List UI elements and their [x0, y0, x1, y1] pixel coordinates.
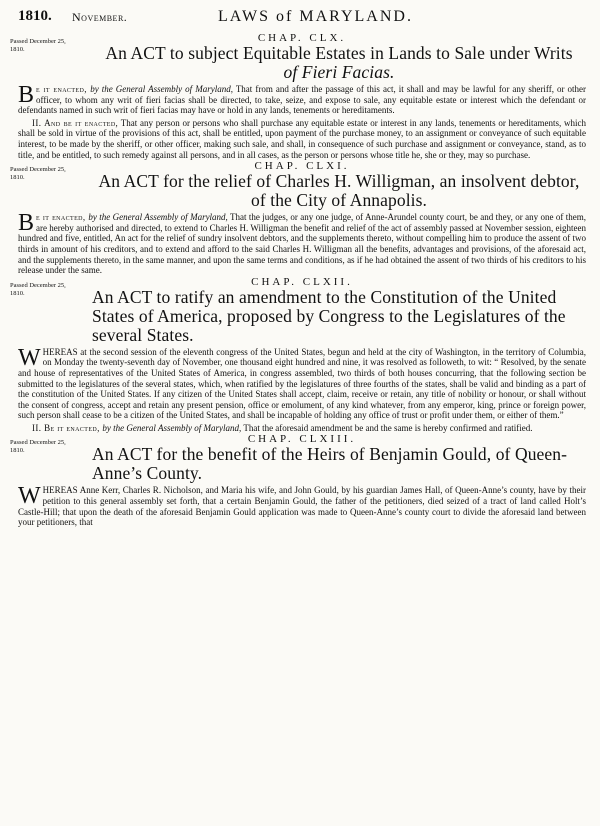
act-chap-162 — [10, 275, 586, 434]
paragraph-body: HEREAS Anne Kerr, Charles R. Nicholson, and Maria his wife, and John Gould, by his guardian James Hall, of Queen-Anne’s county, have by their petition to this general assembly set forth, that a certain Benjamin Gould, the father of the petitioners, died seized of a tract of land called Holt’s Castle-Hill; that upon the death of the aforesaid Benjamin Gould application was made to Queen-Anne’s county court to divide the aforesaid land between your petitioners, that — [18, 485, 586, 528]
chapter-heading: CHAP. CLX. — [257, 32, 347, 44]
paragraph-body: That the aforesaid amendment be and the same is hereby confirmed and ratified. — [241, 422, 533, 433]
header-title: LAWS of MARYLAND. — [218, 8, 413, 25]
header-year: 1810. — [18, 8, 52, 24]
act-title-italic: of Fieri Facias. — [283, 62, 395, 82]
act-title: An ACT to ratify an amendment to the Constitution of the United States of America, proposed by Congress to the Legislatures of the several States. — [92, 286, 566, 345]
drop-cap: W — [18, 344, 41, 371]
act-chap-161 — [10, 160, 586, 276]
enacting-authority: by the General Assembly of Maryland, — [90, 84, 233, 94]
margin-note: Passed December 25, 1810. — [10, 38, 66, 53]
act-paragraph — [18, 212, 586, 276]
section-lead: II. Be it enacted, — [32, 422, 103, 433]
chapter-heading: CHAP. CLXII. — [251, 275, 353, 288]
act-paragraph — [18, 118, 586, 160]
act-title — [92, 44, 586, 82]
enacting-authority: by the General Assembly of Maryland, — [102, 422, 242, 433]
enacting-lead: e it enacted, — [36, 84, 91, 94]
chapter-heading: CHAP. CLXI. — [254, 160, 350, 173]
margin-note: Passed December 25, 1810. — [10, 439, 66, 455]
act-chap-163 — [10, 433, 586, 528]
paragraph-body: That from and after the passage of this act, it shall and may be lawful for any sheriff, or other officer, to whom any writ of fieri facias shall be directed, to take, seize, and expose to sale, any equitable estate or interest which the defendant or defendants named in such writ of fieri facias may have or hold in any lands, tenements or hereditaments. — [18, 84, 586, 116]
paragraph-body: That the judges, or any one judge, of Anne-Arundel county court, be and they, or any one of them, are hereby authorised and directed, to extend to Charles H. Willigman the benefit and relief of the act of assembly passed at November session, eighteen hundred and five, entitled, An act for the relief of sundry insolvent debtors, and the supplements thereto, without compelling him to produce the assent of two thirds in amount of his creditors, and to extend and afford to the said Charles H. Willigman all the benefits, advantages and provisions, of the aforesaid act, and the supplements thereto, in the same manner, and upon the same terms and conditions, as if he had obtained the assent of two thirds of his creditors to his release under the same. — [18, 212, 586, 276]
margin-note: Passed December 25, 1810. — [10, 166, 66, 182]
act-title — [92, 172, 586, 210]
paragraph-body: HEREAS at the second session of the eleventh congress of the United States, begun and held at the city of Washington, in the territory of Columbia, on Monday the twenty-seventh day of November, one thousand eight hundred and nine, it was resolved as followeth, to wit: “ Resolved, by the senate and house of representatives of the United States of America, in congress assembled, two thirds of both houses concurring, that the following section be submitted to the legislatures of the several states, which, when ratified by the legislatures of three fourths of the states, shall be valid and binding as a part of the constitution of the United States. If any citizen of the United States shall accept, claim, receive or retain, any title of nobility or honour, or shall without the consent of congress, accept and retain any present pension, office or emolument, of any kind whatever, from any emperor, king, prince or foreign power, such person shall cease to be a citizen of the United States, and shall be incapable of holding any office of trust or profit under them, or either of them.” — [18, 346, 586, 421]
act-paragraph — [18, 344, 586, 421]
act-paragraph — [18, 485, 586, 527]
act-paragraph — [18, 84, 586, 116]
act-paragraph — [18, 423, 586, 434]
enacting-authority: by the General Assembly of Maryland, — [88, 212, 228, 223]
act-chap-160 — [10, 32, 587, 160]
drop-cap: W — [18, 483, 41, 510]
running-header — [18, 6, 586, 32]
act-title-line: An ACT for the relief of Charles H. Willigman, an insolvent debtor, — [98, 171, 580, 192]
act-title-line-2: of the City of Annapolis. — [250, 190, 428, 211]
header-month: November. — [72, 10, 128, 24]
margin-note: Passed December 25, 1810. — [10, 281, 66, 297]
chapter-heading: CHAP. CLXIII. — [247, 433, 357, 446]
drop-cap: B — [18, 210, 35, 237]
drop-cap: B — [18, 82, 35, 108]
paragraph-body: That any person or persons who shall purchase any equitable estate or interest in any lands, tenements or hereditaments, which shall be sold in virtue of the provisions of this act, shall be entitled, upon payment of the purchase money, to an assignment or conveyance of such equitable interest, to be made by the sheriff, or other officer, making such sale, and shall, in consequence of such purchase and assignment or conveyance, stand, as to title, and be entitled, to such remedy against all persons, and in all cases, as the person or persons whose title he, she or they, may so purchase. — [18, 117, 587, 160]
enacting-lead: e it enacted, — [36, 212, 89, 223]
act-title-line: An ACT to subject Equitable Estates in Lands to Sale under Writs — [105, 43, 573, 63]
act-title: An ACT for the benefit of the Heirs of Benjamin Gould, of Queen-Anne’s County. — [92, 444, 568, 484]
section-lead: II. And be it enacted, — [32, 117, 119, 128]
